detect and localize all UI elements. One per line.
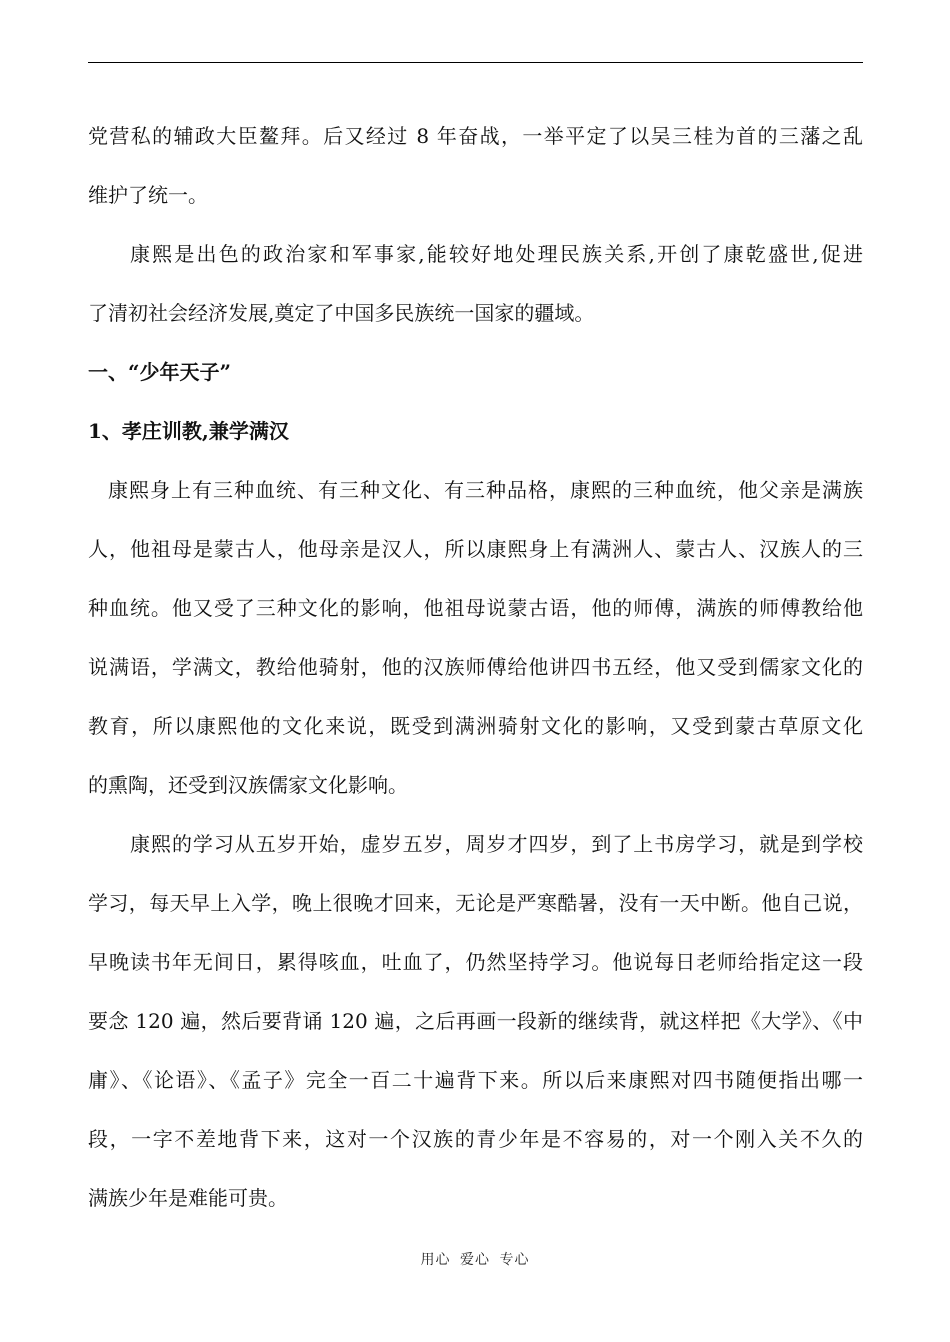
paragraph-line: 教育，所以康熙他的文化来说，既受到满洲骑射文化的影响，又受到蒙古草原文化 xyxy=(88,714,863,738)
paragraph-line: 学习，每天早上入学，晚上很晚才回来，无论是严寒酷暑，没有一天中断。他自己说， xyxy=(88,891,863,915)
page-footer: 用心 爱心 专心 xyxy=(420,1252,530,1268)
paragraph-line: 的熏陶，还受到汉族儒家文化影响。 xyxy=(88,773,408,797)
paragraph-line: 段，一字不差地背下来，这对一个汉族的青少年是不容易的，对一个刚入关不久的 xyxy=(88,1127,863,1151)
paragraph-line: 要念 120 遍，然后要背诵 120 遍，之后再画一段新的继续背，就这样把《大学》、《中 xyxy=(88,1009,863,1033)
paragraph-line: 种血统。他又受了三种文化的影响，他祖母说蒙古语，他的师傅，满族的师傅教给他 xyxy=(88,596,863,620)
paragraph-line: 维护了统一。 xyxy=(88,183,208,207)
paragraph-line: 康熙是出色的政治家和军事家,能较好地处理民族关系,开创了康乾盛世,促进 xyxy=(130,242,863,266)
paragraph-line: 康熙的学习从五岁开始，虚岁五岁，周岁才四岁，到了上书房学习，就是到学校 xyxy=(130,832,863,856)
paragraph-line: 人，他祖母是蒙古人，他母亲是汉人，所以康熙身上有满洲人、蒙古人、汉族人的三 xyxy=(88,537,863,561)
paragraph-line: 早晚读书年无间日，累得咳血，吐血了，仍然坚持学习。他说每日老师给指定这一段 xyxy=(88,950,863,974)
paragraph-line: 满族少年是难能可贵。 xyxy=(88,1186,288,1210)
header-rule xyxy=(88,62,863,63)
paragraph-line: 党营私的辅政大臣鳌拜。后又经过 8 年奋战，一举平定了以吴三桂为首的三藩之乱 xyxy=(88,124,863,148)
paragraph-line: 庸》、《论语》、《孟子》完全一百二十遍背下来。所以后来康熙对四书随便指出哪一 xyxy=(88,1068,863,1092)
section-heading: 一、“少年天子” xyxy=(88,360,232,384)
paragraph-line: 说满语，学满文，教给他骑射，他的汉族师傅给他讲四书五经，他又受到儒家文化的 xyxy=(88,655,863,679)
document-body xyxy=(88,107,863,1228)
paragraph-line: 康熙身上有三种血统、有三种文化、有三种品格，康熙的三种血统，他父亲是满族 xyxy=(108,478,863,502)
subsection-heading: 1、孝庄训教,兼学满汉 xyxy=(88,419,289,443)
paragraph-line: 了清初社会经济发展,奠定了中国多民族统一国家的疆域。 xyxy=(88,301,595,325)
